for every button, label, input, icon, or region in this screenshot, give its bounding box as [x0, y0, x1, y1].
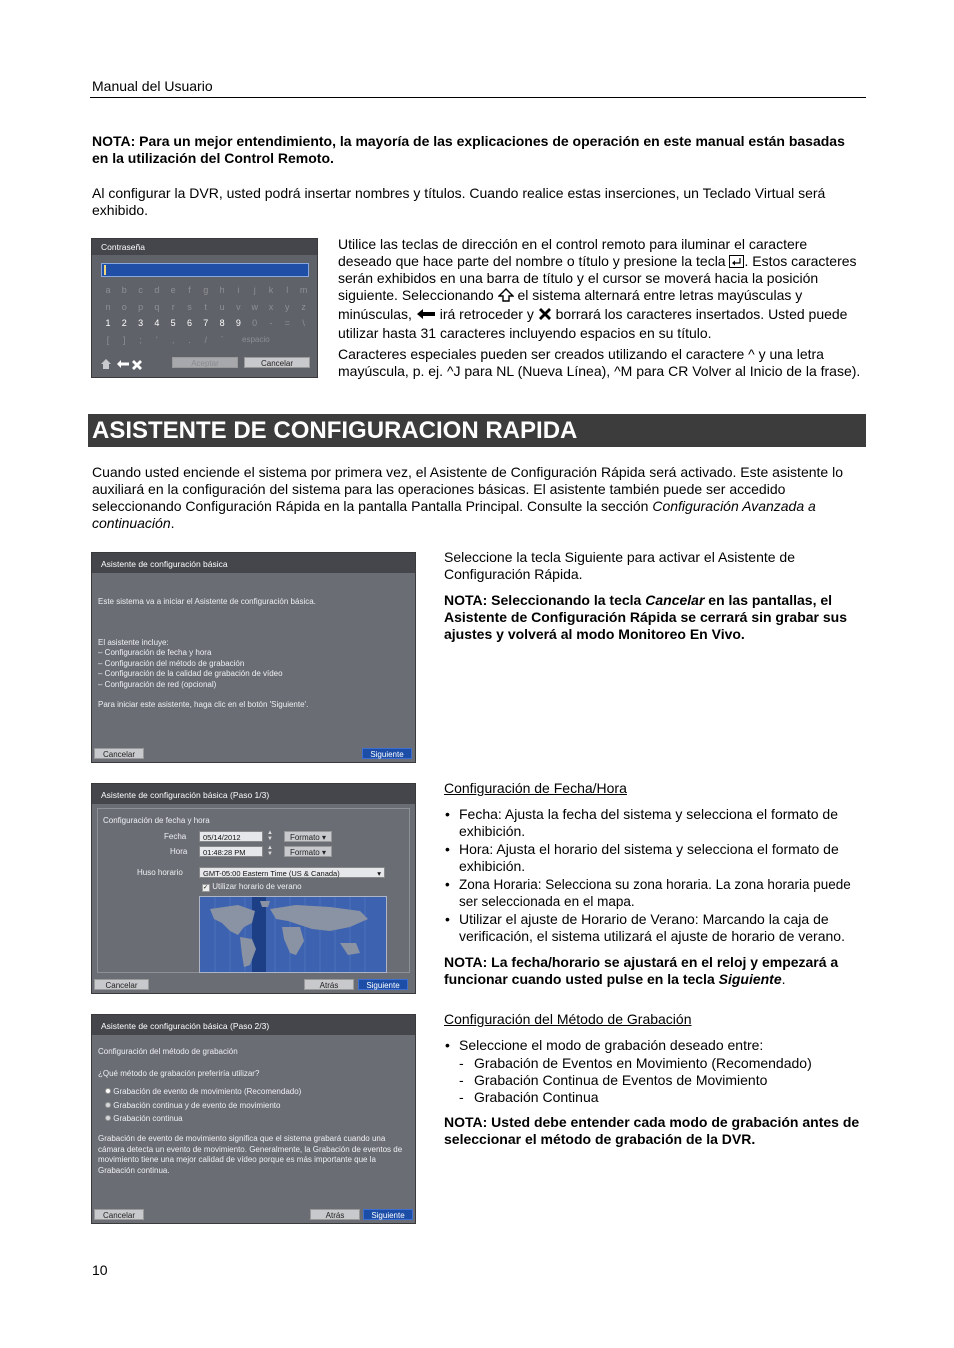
keyboard-key[interactable]: .	[188, 335, 191, 345]
date-field[interactable]: 05/14/2012	[199, 831, 263, 842]
step0-note-a: NOTA: Seleccionando la tecla	[444, 592, 642, 608]
radio-label: Grabación continua	[113, 1114, 183, 1123]
keyboard-key[interactable]: t	[204, 302, 208, 312]
step2-group-title: Configuración del método de grabación	[98, 1047, 238, 1056]
dst-checkbox[interactable]	[202, 882, 302, 893]
date-label: Fecha	[164, 832, 187, 841]
kb-text-a: Utilice las teclas de dirección en el control remoto para iluminar el caractere deseado que hace parte del nombre o título y presione la tecla	[338, 236, 808, 269]
keyboard-key[interactable]: [	[106, 335, 110, 345]
keyboard-key[interactable]: ,	[171, 335, 175, 345]
keyboard-key[interactable]: z	[301, 302, 306, 312]
cancel-button[interactable]: Cancelar	[94, 979, 149, 990]
keyboard-key[interactable]: 2	[121, 318, 127, 328]
dst-label: Utilizar horario de verano	[212, 882, 302, 891]
wizard-step1-screenshot	[91, 783, 416, 994]
chevron-down-icon: ▾	[377, 869, 381, 878]
shift-icon	[498, 288, 514, 306]
step2-heading: Configuración del Método de Grabación	[444, 1011, 692, 1027]
keyboard-key[interactable]: u	[219, 302, 225, 312]
cancel-button[interactable]: Cancelar	[244, 357, 310, 368]
step2-dash-item: - Grabación Continua de Eventos de Movimiento	[459, 1072, 864, 1089]
keyboard-key[interactable]: 4	[154, 318, 160, 328]
header-rule	[90, 97, 866, 98]
date-group-title: Configuración de fecha y hora	[103, 816, 210, 825]
step1-screen-title: Asistente de configuración básica (Paso 1/3)	[92, 784, 415, 804]
section-title: ASISTENTE DE CONFIGURACION RAPIDA	[88, 414, 866, 447]
keyboard-key[interactable]: m	[299, 285, 308, 295]
wizard-intro-ref: Configuración Avanzada a continuación	[92, 498, 816, 531]
wizard-includes: El asistente incluye:	[98, 638, 169, 647]
keyboard-key[interactable]: `	[220, 335, 224, 345]
step2-dash-item: - Grabación de Eventos en Movimiento (Recomendado)	[459, 1055, 864, 1072]
keyboard-key[interactable]: 3	[138, 318, 144, 328]
intro-text: Al configurar la DVR, usted podrá insertar nombres y títulos. Cuando realice estas inserciones, un Teclado Virtual será exhibido.	[92, 185, 826, 218]
timezone-label: Huso horario	[137, 868, 183, 877]
next-button[interactable]: Siguiente	[363, 1209, 413, 1220]
radio-label: Grabación continua y de evento de movimiento	[113, 1101, 281, 1110]
radio-icon	[105, 1102, 111, 1108]
cancel-button[interactable]: Cancelar	[94, 748, 144, 759]
step0-note	[444, 592, 864, 643]
world-map[interactable]	[199, 896, 387, 973]
radio-selected-icon	[105, 1088, 111, 1094]
keyboard-key[interactable]: n	[105, 302, 111, 312]
keyboard-key[interactable]: c	[138, 285, 143, 295]
wizard-start-title: Asistente de configuración básica	[92, 553, 415, 573]
step2-screen-title: Asistente de configuración básica (Paso 2/3)	[92, 1015, 415, 1035]
date-format-button[interactable]: Formato ▾	[284, 831, 332, 842]
step1-bullet: • Utilizar el ajuste de Horario de Verano: Marcando la caja de verificación, el sistema utilizará el ajuste de horario de verano.	[459, 911, 864, 945]
keyboard-key[interactable]: 0	[252, 318, 258, 328]
keyboard-key[interactable]: x	[268, 302, 274, 312]
format-label: Formato	[289, 833, 320, 842]
space-key: espacio	[242, 335, 270, 344]
timezone-select[interactable]	[199, 867, 385, 878]
keyboard-input-bar	[101, 263, 309, 277]
accept-button[interactable]: Aceptar	[172, 357, 238, 368]
wizard-start-hint: Para iniciar este asistente, haga clic en el botón 'Siguiente'.	[98, 700, 309, 709]
step2-note: NOTA: Usted debe entender cada modo de grabación antes de seleccionar el método de grabación de la DVR.	[444, 1114, 860, 1147]
time-label: Hora	[170, 847, 188, 856]
keyboard-key[interactable]: 1	[105, 318, 111, 328]
step1-bullets	[444, 806, 864, 946]
step2-bullet: • Seleccione el modo de grabación deseado entre:	[459, 1037, 864, 1054]
keyboard-key[interactable]: l	[286, 285, 289, 295]
radio-option-motion[interactable]	[105, 1087, 301, 1098]
cancel-button[interactable]: Cancelar	[94, 1209, 144, 1220]
step0-text: Seleccione la tecla Siguiente para activar el Asistente de Configuración Rápida.	[444, 549, 795, 582]
keyboard-key[interactable]: w	[251, 302, 258, 312]
step1-bullet: • Hora: Ajusta el horario del sistema y selecciona el formato de exhibición.	[459, 841, 864, 875]
kb-text-d: irá retroceder y	[439, 306, 534, 322]
keyboard-key[interactable]: '	[156, 335, 158, 345]
step0-note-b: en las pantallas, el Asistente de Configuración Rápida se cerrará sin grabar sus ajustes y volverá al modo Monitoreo En Vivo.	[444, 592, 848, 642]
radio-option-continuous[interactable]	[105, 1114, 183, 1125]
text-cursor	[104, 265, 106, 275]
keyboard-key[interactable]: /	[204, 335, 208, 345]
keyboard-key[interactable]: ;	[139, 335, 142, 345]
keyboard-icons	[101, 357, 145, 369]
keyboard-key[interactable]: b	[121, 285, 127, 295]
wizard-item: – Configuración de red (opcional)	[98, 679, 217, 689]
enter-icon	[729, 255, 744, 268]
wizard-item-list	[98, 648, 283, 690]
checkbox-icon: ✓	[203, 885, 209, 891]
keyboard-key[interactable]: -	[269, 318, 273, 328]
wizard-intro-end: .	[170, 515, 175, 531]
wizard-item: – Configuración de fecha y hora	[98, 648, 212, 657]
special-chars-text: Caracteres especiales pueden ser creados utilizando el caractere ^ y una letra mayúscula, p. ej. ^J para NL (Nueva Línea), ^M para CR Volver al Inicio de la frase).	[338, 346, 861, 379]
format-label: Formato	[289, 848, 320, 857]
keyboard-key[interactable]: r	[171, 302, 175, 312]
intro-note: NOTA: Para un mejor entendimiento, la mayoría de las explicaciones de operación en este manual están basadas en la utilización del Control Remoto.	[92, 133, 845, 166]
wizard-intro	[92, 464, 862, 532]
wizard-intro-text: Cuando usted enciende el sistema por primera vez, el Asistente de Configuración Rápida será activado. Este asistente lo auxiliará en la configuración del sistema para las operaciones básicas. El asistente también puede ser accedido seleccionando Configuración Rápida en la pantalla Pantalla Principal. Consulte la sección	[92, 464, 843, 514]
wizard-item: – Configuración de la calidad de grabación de vídeo	[98, 669, 283, 678]
radio-option-continuous-motion[interactable]	[105, 1101, 280, 1112]
keyboard-key[interactable]: y	[285, 302, 290, 312]
page-number: 10	[92, 1262, 108, 1278]
keyboard-key[interactable]: =	[284, 318, 290, 328]
keyboard-key[interactable]: h	[219, 285, 225, 295]
step1-heading: Configuración de Fecha/Hora	[444, 780, 627, 796]
keyboard-key[interactable]: a	[105, 285, 111, 295]
kb-text-c: el sistema alternará entre letras mayúsculas y minúsculas,	[338, 287, 803, 322]
keyboard-key[interactable]: j	[253, 285, 256, 295]
keyboard-key[interactable]: s	[187, 302, 192, 312]
step1-note	[444, 954, 864, 988]
backspace-icon	[416, 307, 436, 324]
keyboard-key[interactable]: f	[188, 285, 191, 295]
timezone-value: GMT-05:00 Eastern Time (US & Canada)	[203, 869, 340, 878]
keyboard-description	[338, 236, 864, 342]
wizard-item: – Configuración del método de grabación	[98, 658, 245, 668]
keyboard-key[interactable]: o	[121, 302, 127, 312]
keyboard-key[interactable]: d	[154, 285, 160, 295]
next-button[interactable]: Siguiente	[358, 979, 408, 990]
keyboard-key[interactable]: 8	[219, 318, 225, 328]
keyboard-key[interactable]: v	[236, 302, 241, 312]
running-header: Manual del Usuario	[92, 78, 213, 94]
step0-note-cancel: Cancelar	[645, 592, 705, 608]
keyboard-key[interactable]: 6	[186, 318, 192, 328]
step2-list	[444, 1037, 864, 1106]
kb-text-e: borrará los caracteres insertados. Usted puede utilizar hasta 31 caracteres incluyendo espacios en su título.	[338, 306, 848, 341]
keyboard-key[interactable]: \	[302, 318, 305, 328]
back-button[interactable]: Atrás	[304, 979, 354, 990]
radio-icon	[105, 1115, 111, 1121]
next-button[interactable]: Siguiente	[362, 748, 412, 759]
step2-description: Grabación de evento de movimiento significa que el sistema grabará cuando una cámara detecta un evento de movimiento. Generalmente, la Grabación de eventos de movimiento tiene una mejor calidad de vídeo porque es más importante que la Grabación continua.	[98, 1134, 403, 1175]
keyboard-key[interactable]: i	[237, 285, 240, 295]
delete-icon	[538, 307, 552, 325]
step2-question: ¿Qué método de grabación preferiría utilizar?	[98, 1069, 260, 1078]
step1-bullet: • Zona Horaria: Selecciona su zona horaria. La zona horaria puede ser seleccionada en el mapa.	[459, 876, 864, 910]
keyboard-key[interactable]: g	[203, 285, 209, 295]
keyboard-key[interactable]: p	[138, 302, 144, 312]
step1-bullet: • Fecha: Ajusta la fecha del sistema y selecciona el formato de exhibición.	[459, 806, 864, 840]
time-spinner-icon[interactable]: ▲ ▼	[267, 845, 273, 857]
wizard-step2-screenshot	[91, 1014, 416, 1224]
keyboard-key[interactable]: e	[170, 285, 176, 295]
keyboard-key[interactable]: 5	[170, 318, 176, 328]
radio-label: Grabación de evento de movimiento (Recomendado)	[113, 1087, 302, 1096]
keyboard-key[interactable]: ]	[123, 335, 126, 345]
virtual-keyboard-screenshot	[91, 238, 318, 378]
keyboard-key[interactable]: 9	[235, 318, 241, 328]
keyboard-title: Contraseña	[92, 239, 317, 255]
kb-text-b: . Estos caracteres serán exhibidos en una barra de título y el cursor se moverá hacia la posición siguiente. Seleccionando	[338, 253, 857, 303]
wizard-start-line: Este sistema va a iniciar el Asistente de configuración básica.	[98, 597, 316, 606]
time-format-button[interactable]: Formato ▾	[284, 846, 332, 857]
date-spinner-icon[interactable]: ▲ ▼	[267, 830, 273, 842]
back-button[interactable]: Atrás	[310, 1209, 360, 1220]
step1-note-end: .	[781, 971, 786, 987]
keyboard-key[interactable]: q	[154, 302, 160, 312]
world-map-icon	[200, 897, 386, 972]
time-field[interactable]: 01:48:28 PM	[199, 846, 263, 857]
step2-dash-item: - Grabación Continua	[459, 1089, 864, 1106]
wizard-start-screenshot	[91, 552, 416, 763]
step1-note-a: NOTA: La fecha/horario se ajustará en el reloj y empezará a funcionar cuando usted pulse en la tecla	[444, 954, 839, 987]
keyboard-key[interactable]: 7	[203, 318, 209, 328]
step1-note-next: Siguiente	[718, 971, 782, 987]
keyboard-key[interactable]: k	[268, 285, 274, 295]
